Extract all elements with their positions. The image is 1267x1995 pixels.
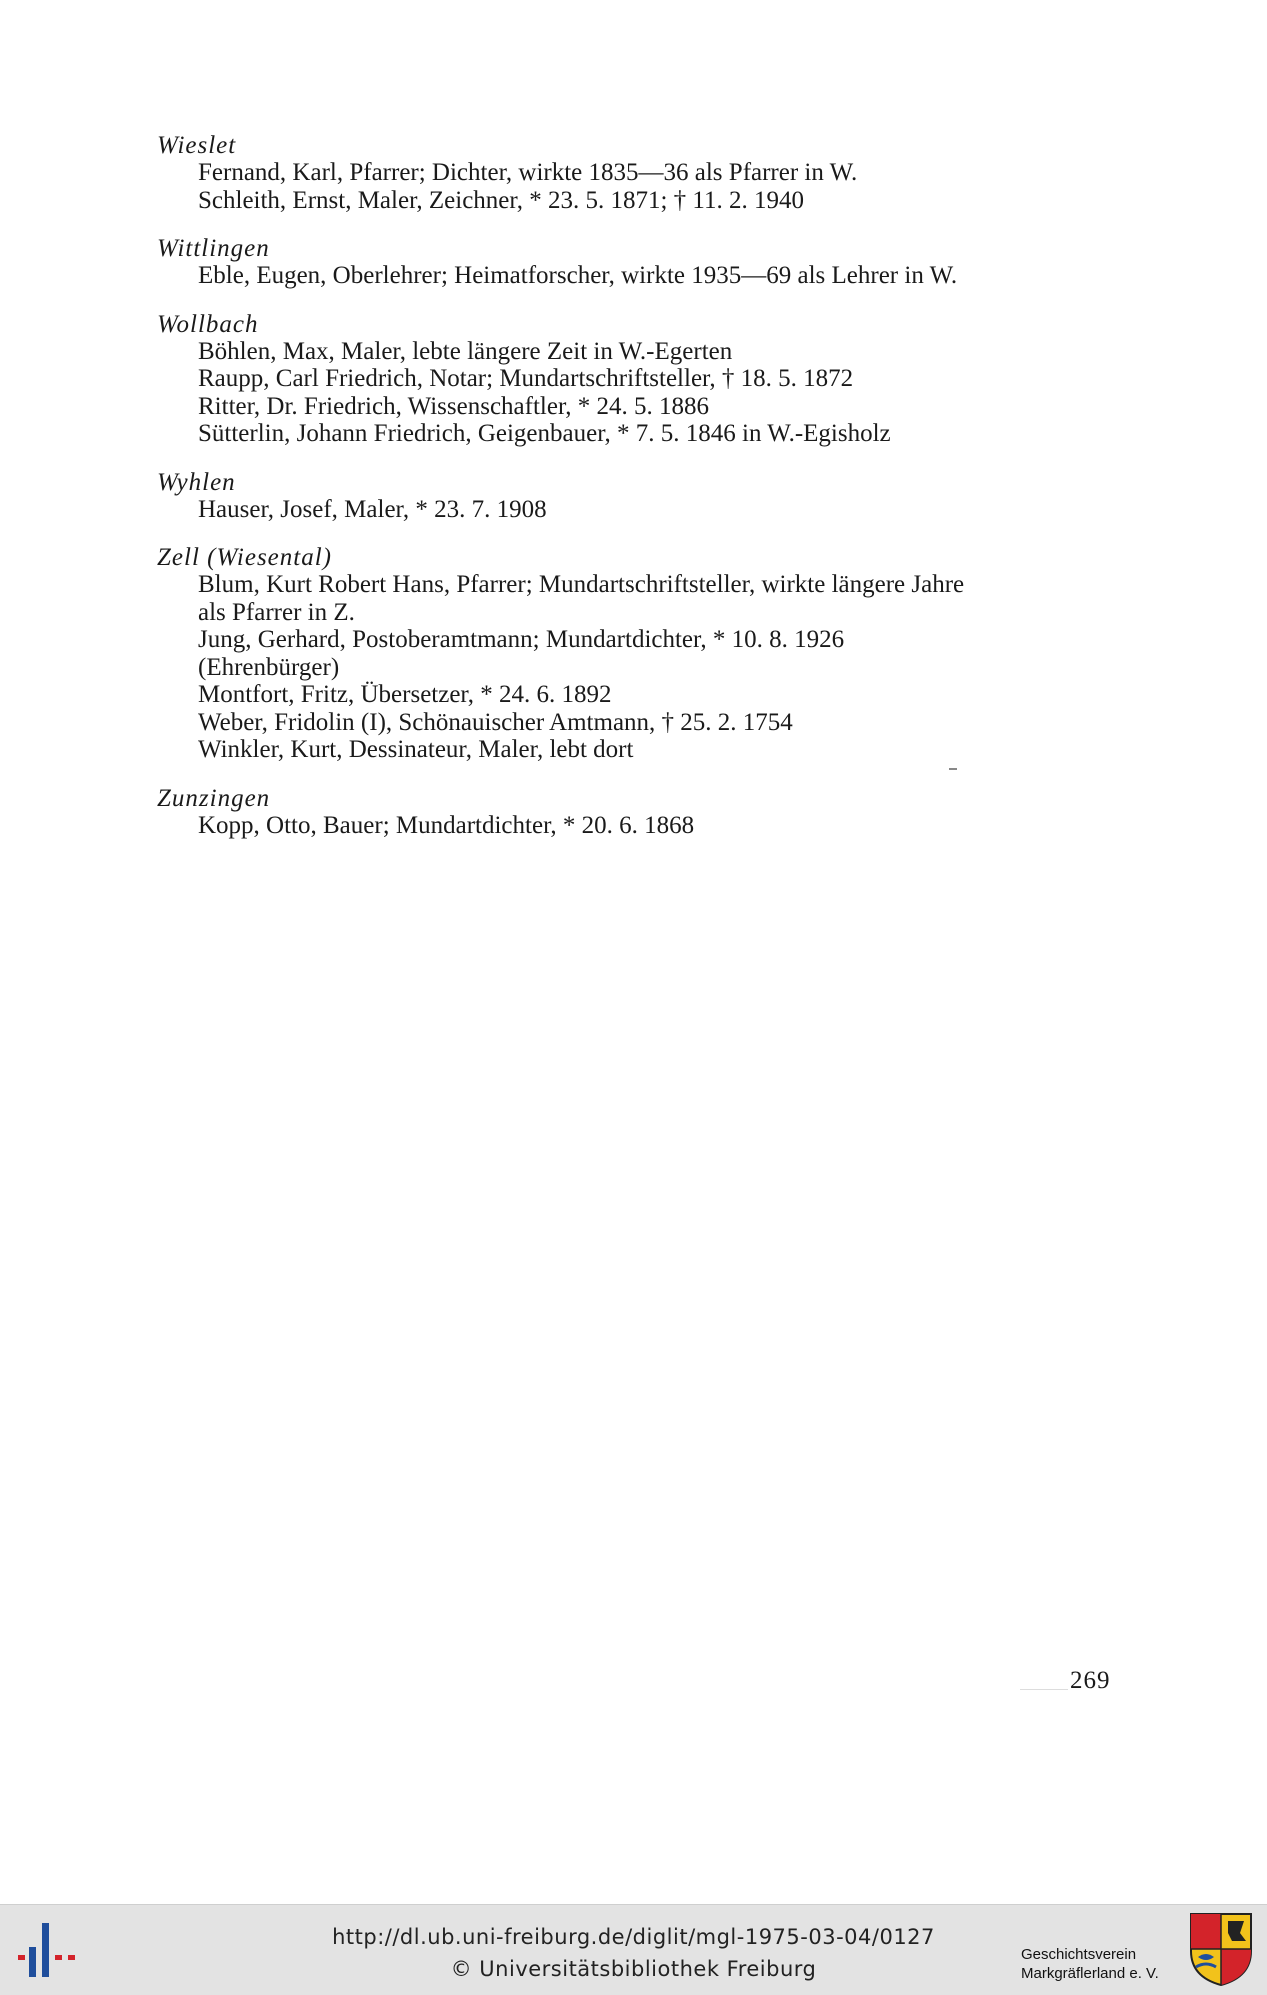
page-number: 269: [1070, 1667, 1111, 1694]
society-line-2: Markgräflerland e. V.: [1021, 1965, 1159, 1982]
entry-line: Jung, Gerhard, Postoberamtmann; Mundartdichter, * 10. 8. 1926: [198, 626, 845, 653]
place-heading: Zunzingen: [157, 784, 271, 812]
entry-line: (Ehrenbürger): [198, 653, 340, 681]
entry-line: Hauser, Josef, Maler, * 23. 7. 1908: [198, 495, 547, 523]
society-line-1: Geschichtsverein: [1021, 1946, 1137, 1963]
coat-of-arms-icon[interactable]: [1188, 1911, 1254, 1987]
place-section: [157, 469, 1117, 524]
place-section: [157, 311, 1117, 448]
entry-line: Sütterlin, Johann Friedrich, Geigenbauer, * 7. 5. 1846 in W.-Egisholz: [198, 420, 891, 447]
entry-line: Blum, Kurt Robert Hans, Pfarrer; Mundartschriftsteller, wirkte längere Jahre: [198, 571, 965, 598]
entry-line: Montfort, Fritz, Übersetzer, * 24. 6. 1892: [198, 681, 612, 708]
viewer-footer: [0, 1904, 1267, 1995]
entry-line: Schleith, Ernst, Maler, Zeichner, * 23. 5. 1871; † 11. 2. 1940: [198, 186, 804, 214]
place-section: [157, 132, 1117, 214]
entry-line: Böhlen, Max, Maler, lebte längere Zeit in W.-Egerten: [198, 337, 733, 365]
scan-faint-line: [1020, 1689, 1068, 1690]
scan-dash-mark: [949, 768, 957, 770]
place-section: [157, 544, 1117, 764]
entry-line: Winkler, Kurt, Dessinateur, Maler, lebt dort: [198, 736, 634, 763]
register-list: [157, 132, 1117, 860]
society-name: [1021, 1945, 1159, 1983]
entry-line: Raupp, Carl Friedrich, Notar; Mundartschriftsteller, † 18. 5. 1872: [198, 365, 854, 392]
entry-line: Ritter, Dr. Friedrich, Wissenschaftler, * 24. 5. 1886: [198, 392, 710, 420]
place-section: [157, 235, 1117, 290]
entry-line: als Pfarrer in Z.: [198, 598, 355, 626]
place-heading: Zell (Wiesental): [157, 544, 332, 571]
place-heading: Wieslet: [157, 132, 237, 159]
entry-line: Kopp, Otto, Bauer; Mundartdichter, * 20. 6. 1868: [198, 811, 695, 839]
place-heading: Wittlingen: [157, 235, 270, 262]
place-heading: Wollbach: [157, 310, 259, 338]
place-heading: Wyhlen: [157, 468, 236, 496]
permalink-url[interactable]: http://dl.ub.uni-freiburg.de/diglit/mgl-1975-03-04/0127: [332, 1925, 935, 1949]
copyright-notice: © Universitätsbibliothek Freiburg: [450, 1957, 817, 1981]
place-section: [157, 785, 1117, 840]
entry-line: Weber, Fridolin (I), Schönauischer Amtmann, † 25. 2. 1754: [198, 708, 793, 736]
entry-line: Eble, Eugen, Oberlehrer; Heimatforscher, wirkte 1935—69 als Lehrer in W.: [198, 262, 958, 289]
entry-line: Fernand, Karl, Pfarrer; Dichter, wirkte 1835—36 als Pfarrer in W.: [198, 159, 858, 186]
